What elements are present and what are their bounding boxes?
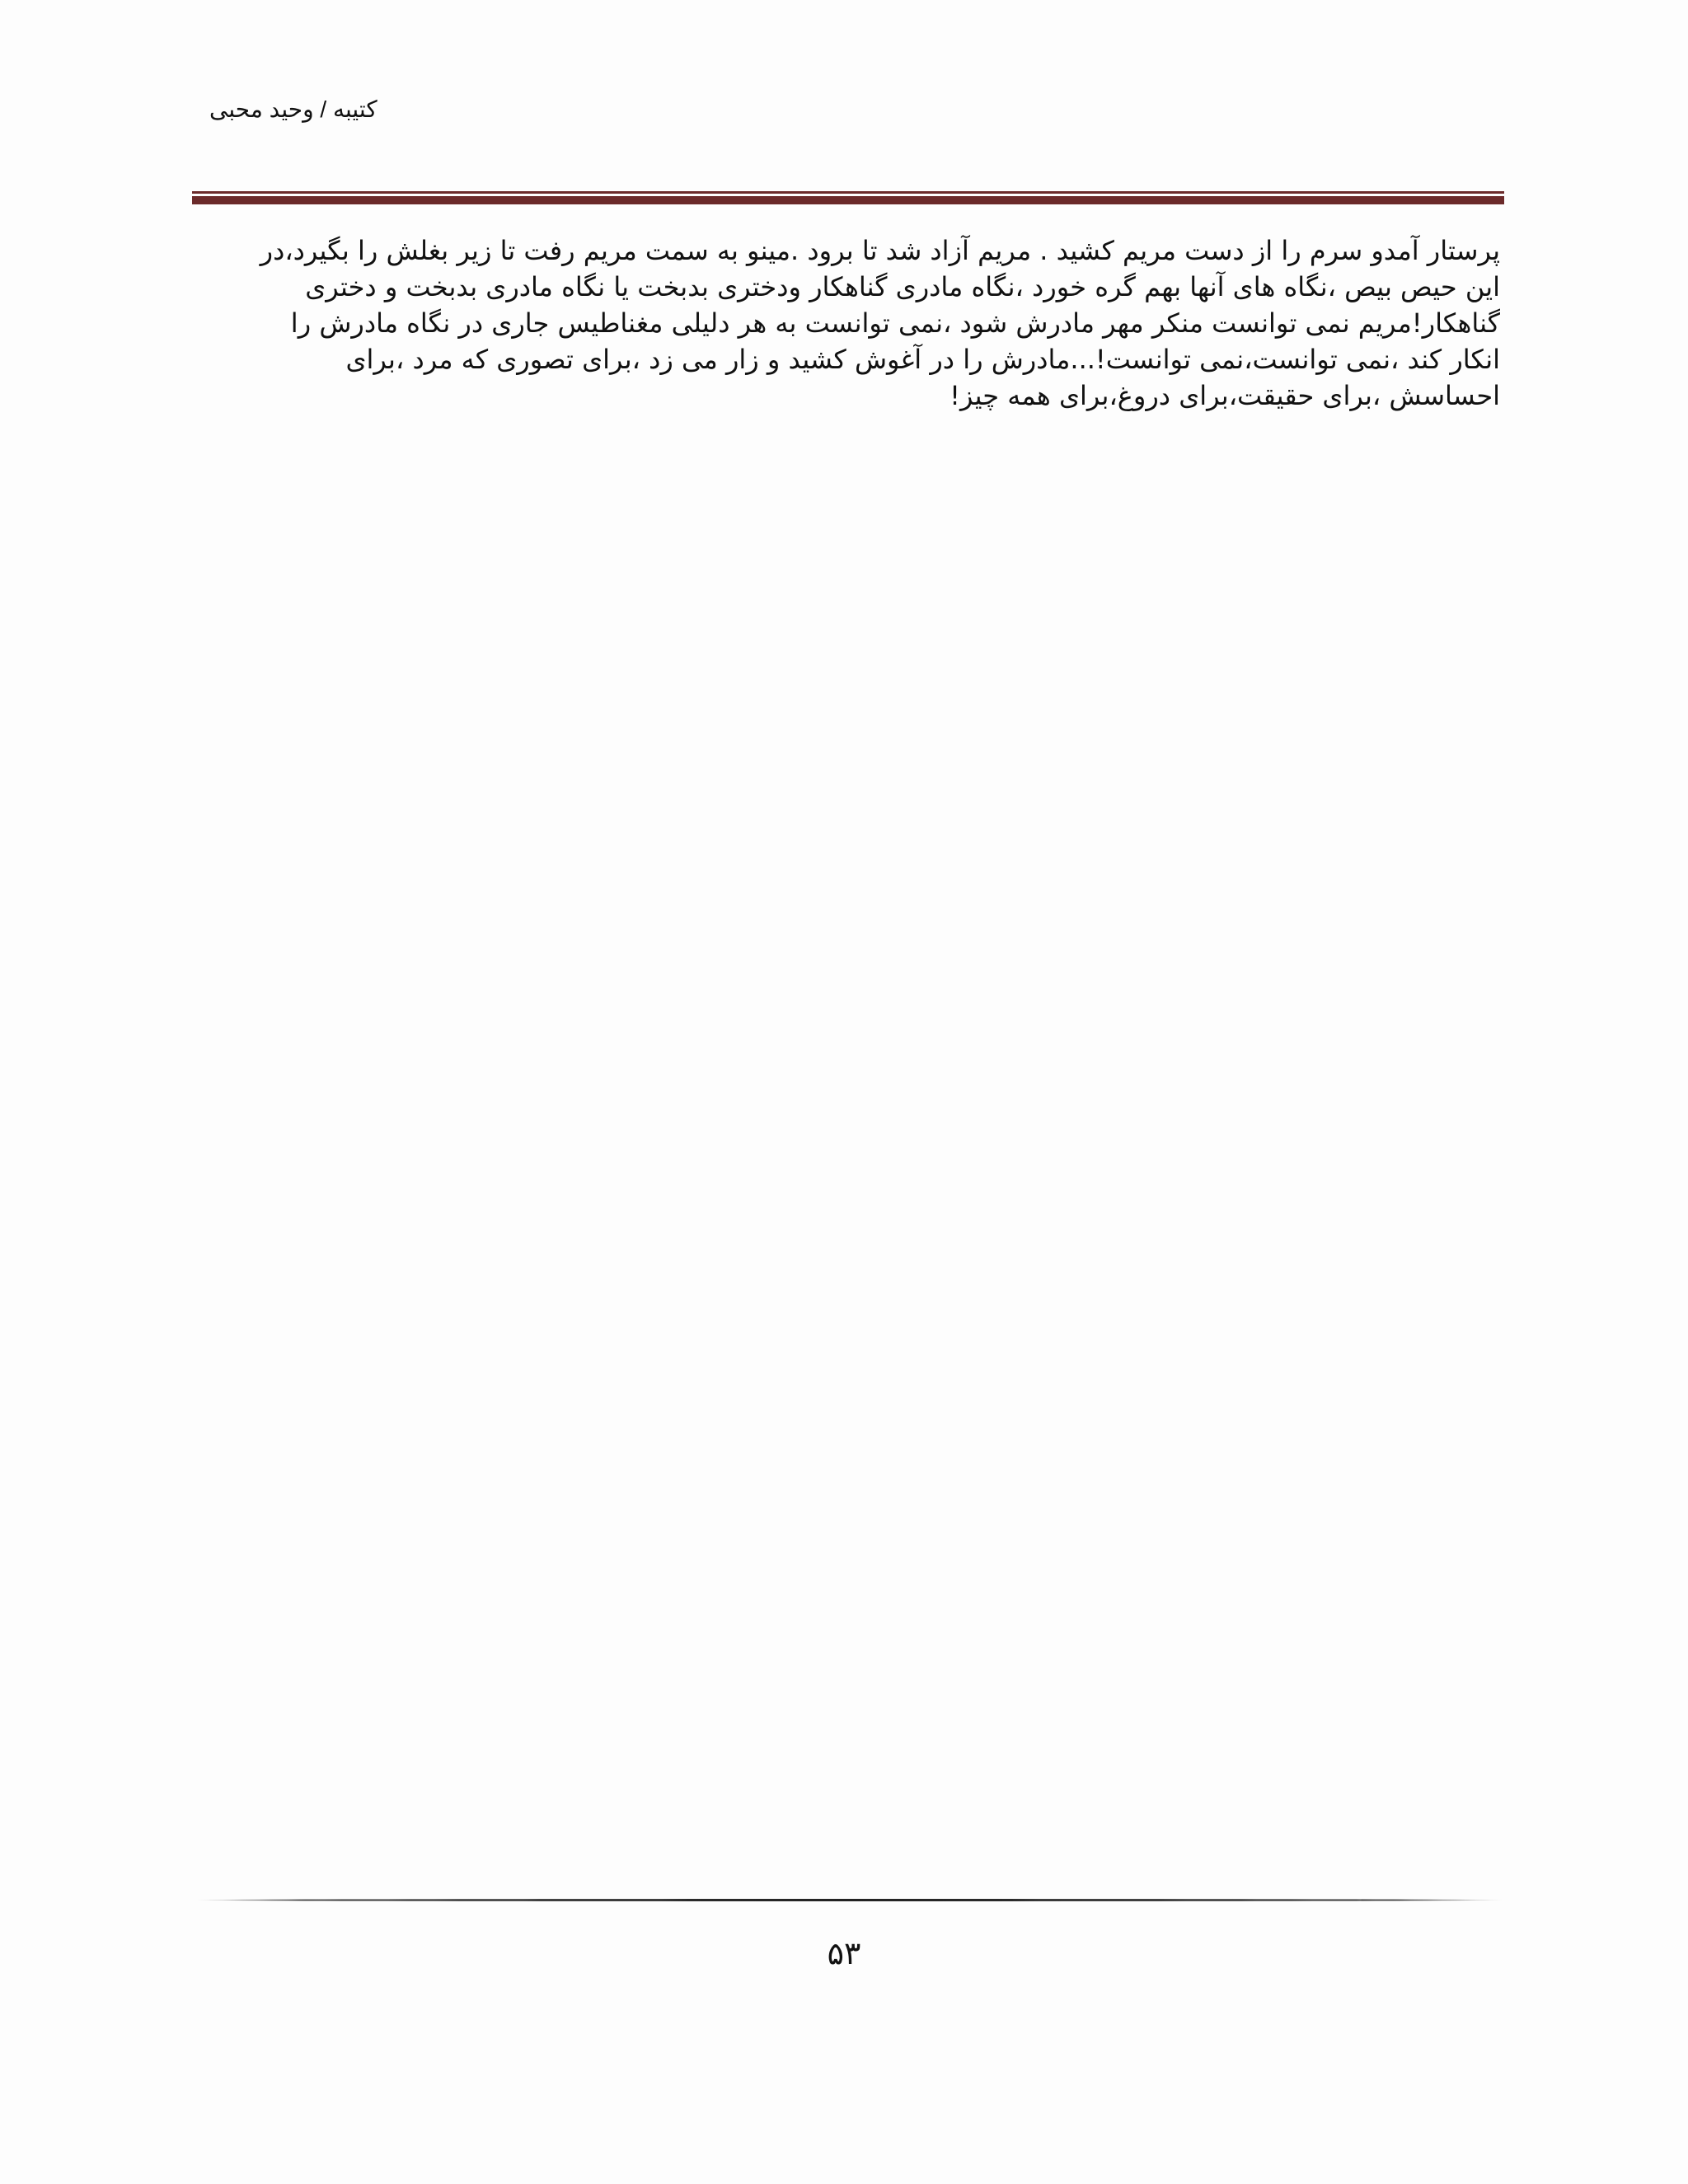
- paragraph-line: انکار کند ،نمی توانست،نمی توانست!...مادرش را در آغوش کشید و زار می زد ،برای تصوری که مرد ،برای: [345, 344, 1500, 375]
- body-paragraph: [239, 232, 1500, 414]
- header-rule-thin: [192, 191, 1504, 194]
- page-number: ۵۳: [827, 1935, 861, 1971]
- footer-rule: [195, 1899, 1505, 1901]
- running-header: کتیبه / وحید محبی: [209, 96, 377, 122]
- paragraph-line: این حیص بیص ،نگاه های آنها بهم گره خورد ،نگاه مادری گناهکار ودختری بدبخت یا نگاه مادری بدبخت و دختری: [305, 271, 1500, 302]
- paragraph-line: گناهکار!مریم نمی توانست منکر مهر مادرش شود ،نمی توانست به هر دلیلی مغناطیس جاری در نگاه مادرش را: [290, 307, 1500, 339]
- paragraph-line: احساسش ،برای حقیقت،برای دروغ،برای همه چیز!: [950, 380, 1500, 411]
- header-rule-thick: [192, 196, 1504, 204]
- paragraph-line: پرستار آمدو سرم را از دست مریم کشید . مریم آزاد شد تا برود .مینو به سمت مریم رفت تا زیر بغلش را بگیرد،در: [260, 235, 1500, 266]
